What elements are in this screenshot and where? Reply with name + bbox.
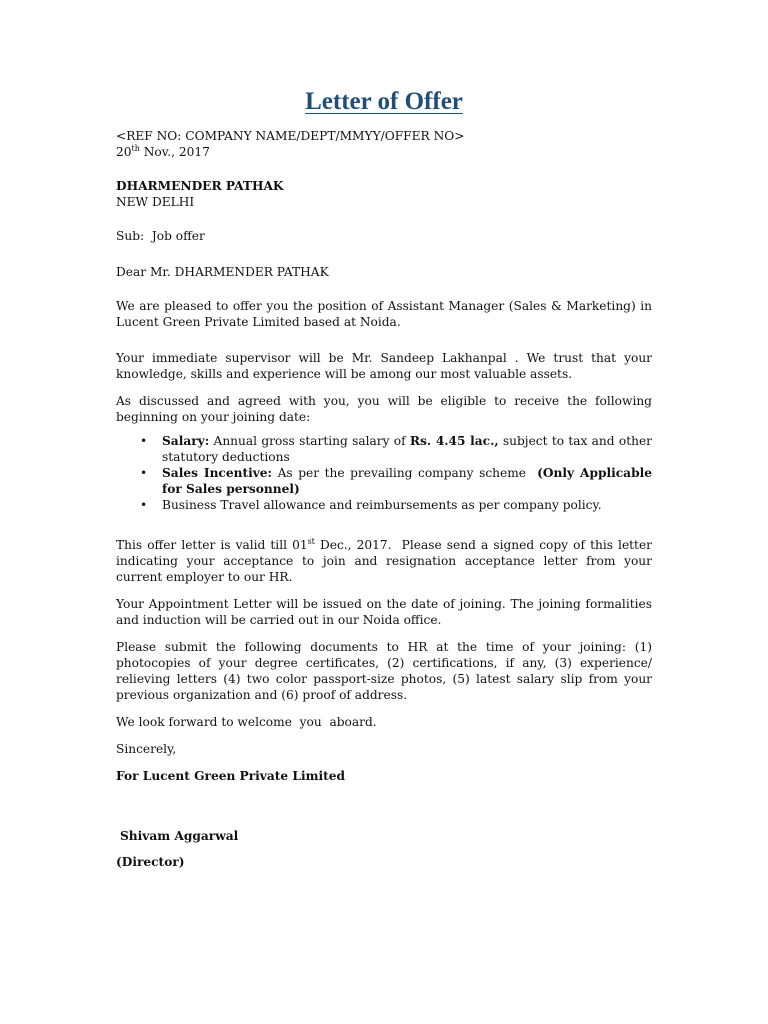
validity-text-a: This offer letter is valid till 01: [116, 538, 308, 552]
closing-sincerely: Sincerely,: [116, 742, 177, 756]
benefit-travel: • Business Travel allowance and reimbursements as per company policy.: [162, 497, 652, 513]
salutation: Dear Mr. DHARMENDER PATHAK: [116, 265, 329, 279]
recipient-name: DHARMENDER PATHAK: [116, 179, 284, 193]
recipient-city: NEW DELHI: [116, 195, 195, 209]
benefits-list: [116, 433, 652, 513]
salary-rest: subject to tax and other statutory deductions: [162, 434, 653, 464]
incentive-note: (Only Applicable for Sales personnel): [162, 466, 652, 496]
letter-date: [116, 144, 652, 160]
salary-label: Salary:: [162, 434, 210, 448]
incentive-label: Sales Incentive:: [162, 466, 273, 480]
salary-text: Annual gross starting salary of: [209, 434, 410, 448]
date-rest: Nov., 2017: [139, 145, 210, 159]
date-day: 20: [116, 145, 132, 159]
salary-amount: Rs. 4.45 lac.,: [409, 434, 499, 448]
letter-body: [116, 128, 656, 870]
signatory-name: Shivam Aggarwal: [120, 829, 239, 843]
letter-title-text: Letter of Offer: [305, 88, 463, 115]
paragraph-supervisor: Your immediate supervisor will be Mr. Sandeep Lakhanpal . We trust that your knowledge, skills and experience will be among our most valuable assets.: [116, 351, 652, 381]
paragraph-appointment: Your Appointment Letter will be issued on the date of joining. The joining formalities and induction will be carried out in our Noida office.: [116, 597, 652, 627]
paragraph-eligibility: As discussed and agreed with you, you will be eligible to receive the following beginning on your joining date:: [116, 394, 652, 424]
validity-sup: st: [307, 536, 315, 546]
benefit-incentive: [162, 465, 652, 497]
paragraph-position: We are pleased to offer you the position of Assistant Manager (Sales & Marketing) in Lucent Green Private Limited based at Noida.: [116, 299, 652, 329]
letter-title: [0, 88, 768, 116]
reference-number: <REF NO: COMPANY NAME/DEPT/MMYY/OFFER NO>: [116, 129, 465, 143]
company-sign-off: For Lucent Green Private Limited: [116, 769, 346, 783]
signatory-designation: (Director): [116, 855, 185, 869]
incentive-text: As per the prevailing company scheme: [272, 466, 538, 480]
benefit-salary: [162, 433, 652, 465]
paragraph-documents: Please submit the following documents to HR at the time of your joining: (1) photocopies of your degree certificates, (2) certifications, if any, (3) experience/ relieving letters (4) two color passport-size photos, (5) latest salary slip from your previous organization and (6) proof of address.: [116, 640, 652, 702]
subject-line: Sub: Job offer: [116, 229, 205, 243]
date-suffix: th: [131, 143, 140, 153]
paragraph-validity: [116, 536, 656, 585]
closing-welcome: We look forward to welcome you aboard.: [116, 715, 377, 729]
validity-text-b: Dec., 2017. Please send a signed copy of this letter indicating your acceptance to join and resignation acceptance letter from your current employer to our HR.: [116, 538, 656, 584]
